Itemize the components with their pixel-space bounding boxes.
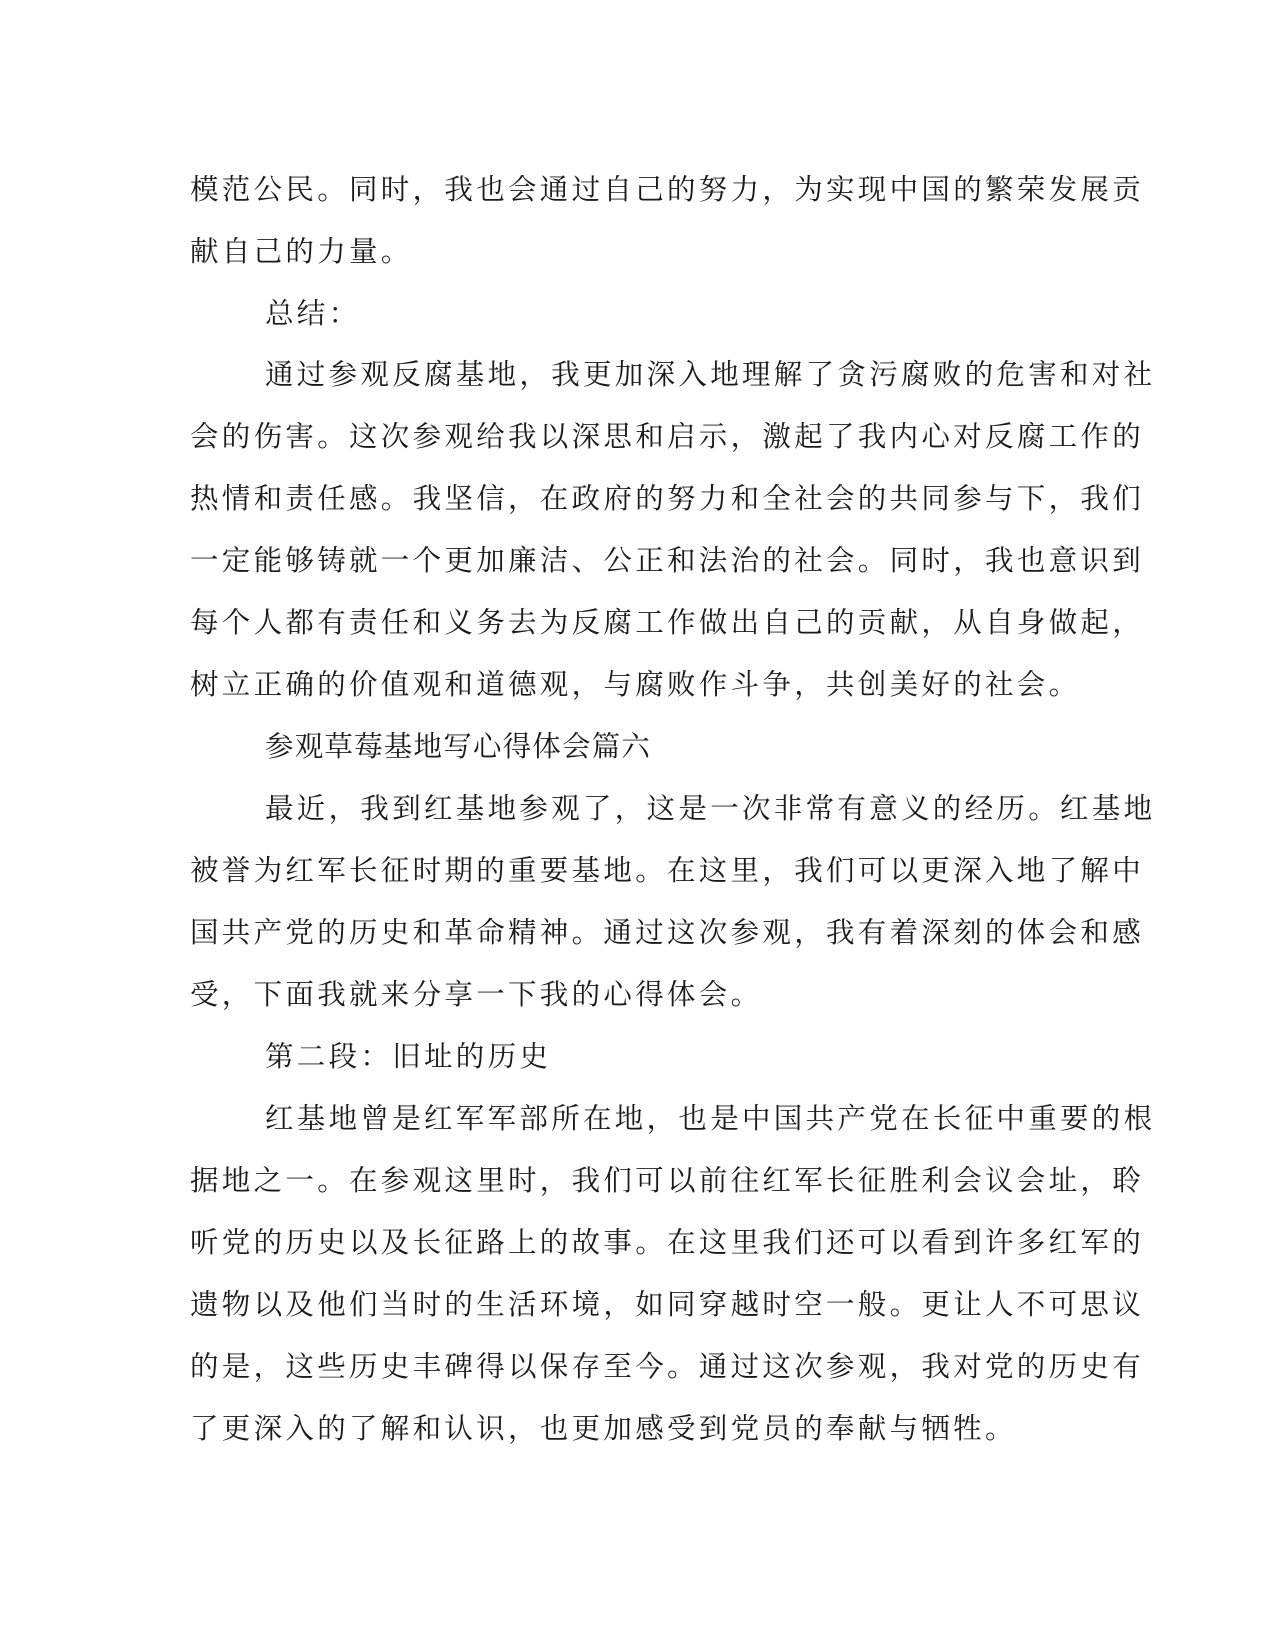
paragraph-line: 一定能够铸就一个更加廉洁、公正和法治的社会。同时，我也意识到 [190, 544, 1145, 577]
paragraph-line: 献自己的力量。 [190, 235, 413, 268]
paragraph-line: 热情和责任感。我坚信，在政府的努力和全社会的共同参与下，我们 [190, 482, 1145, 515]
paragraph-line: 遗物以及他们当时的生活环境，如同穿越时空一般。更让人不可思议 [190, 1288, 1145, 1321]
section-heading-summary: 总结： [265, 297, 361, 330]
paragraph-line: 被誉为红军长征时期的重要基地。在这里，我们可以更深入地了解中 [190, 854, 1145, 887]
paragraph-line: 通过参观反腐基地，我更加深入地理解了贪污腐败的危害和对社 [265, 358, 1156, 391]
paragraph-line: 每个人都有责任和义务去为反腐工作做出自己的贡献，从自身做起， [190, 606, 1145, 639]
paragraph-line: 最近，我到红基地参观了，这是一次非常有意义的经历。红基地 [265, 792, 1156, 825]
paragraph-line: 了更深入的了解和认识，也更加感受到党员的奉献与牺牲。 [190, 1412, 1017, 1445]
paragraph-line: 红基地曾是红军军部所在地，也是中国共产党在长征中重要的根 [265, 1102, 1156, 1135]
paragraph-line: 受，下面我就来分享一下我的心得体会。 [190, 978, 763, 1011]
paragraph-line: 的是，这些历史丰碑得以保存至今。通过这次参观，我对党的历史有 [190, 1350, 1145, 1383]
paragraph-line: 国共产党的历史和革命精神。通过这次参观，我有着深刻的体会和感 [190, 916, 1145, 949]
paragraph-line: 据地之一。在参观这里时，我们可以前往红军长征胜利会议会址，聆 [190, 1164, 1145, 1197]
article-title: 参观草莓基地写心得体会篇六 [265, 730, 652, 763]
paragraph-line: 听党的历史以及长征路上的故事。在这里我们还可以看到许多红军的 [190, 1226, 1145, 1259]
paragraph-line: 模范公民。同时，我也会通过自己的努力，为实现中国的繁荣发展贡 [190, 173, 1145, 206]
paragraph-line: 树立正确的价值观和道德观，与腐败作斗争，共创美好的社会。 [190, 668, 1081, 701]
section-heading-history: 第二段：旧址的历史 [265, 1040, 552, 1073]
paragraph-line: 会的伤害。这次参观给我以深思和启示，激起了我内心对反腐工作的 [190, 420, 1145, 453]
